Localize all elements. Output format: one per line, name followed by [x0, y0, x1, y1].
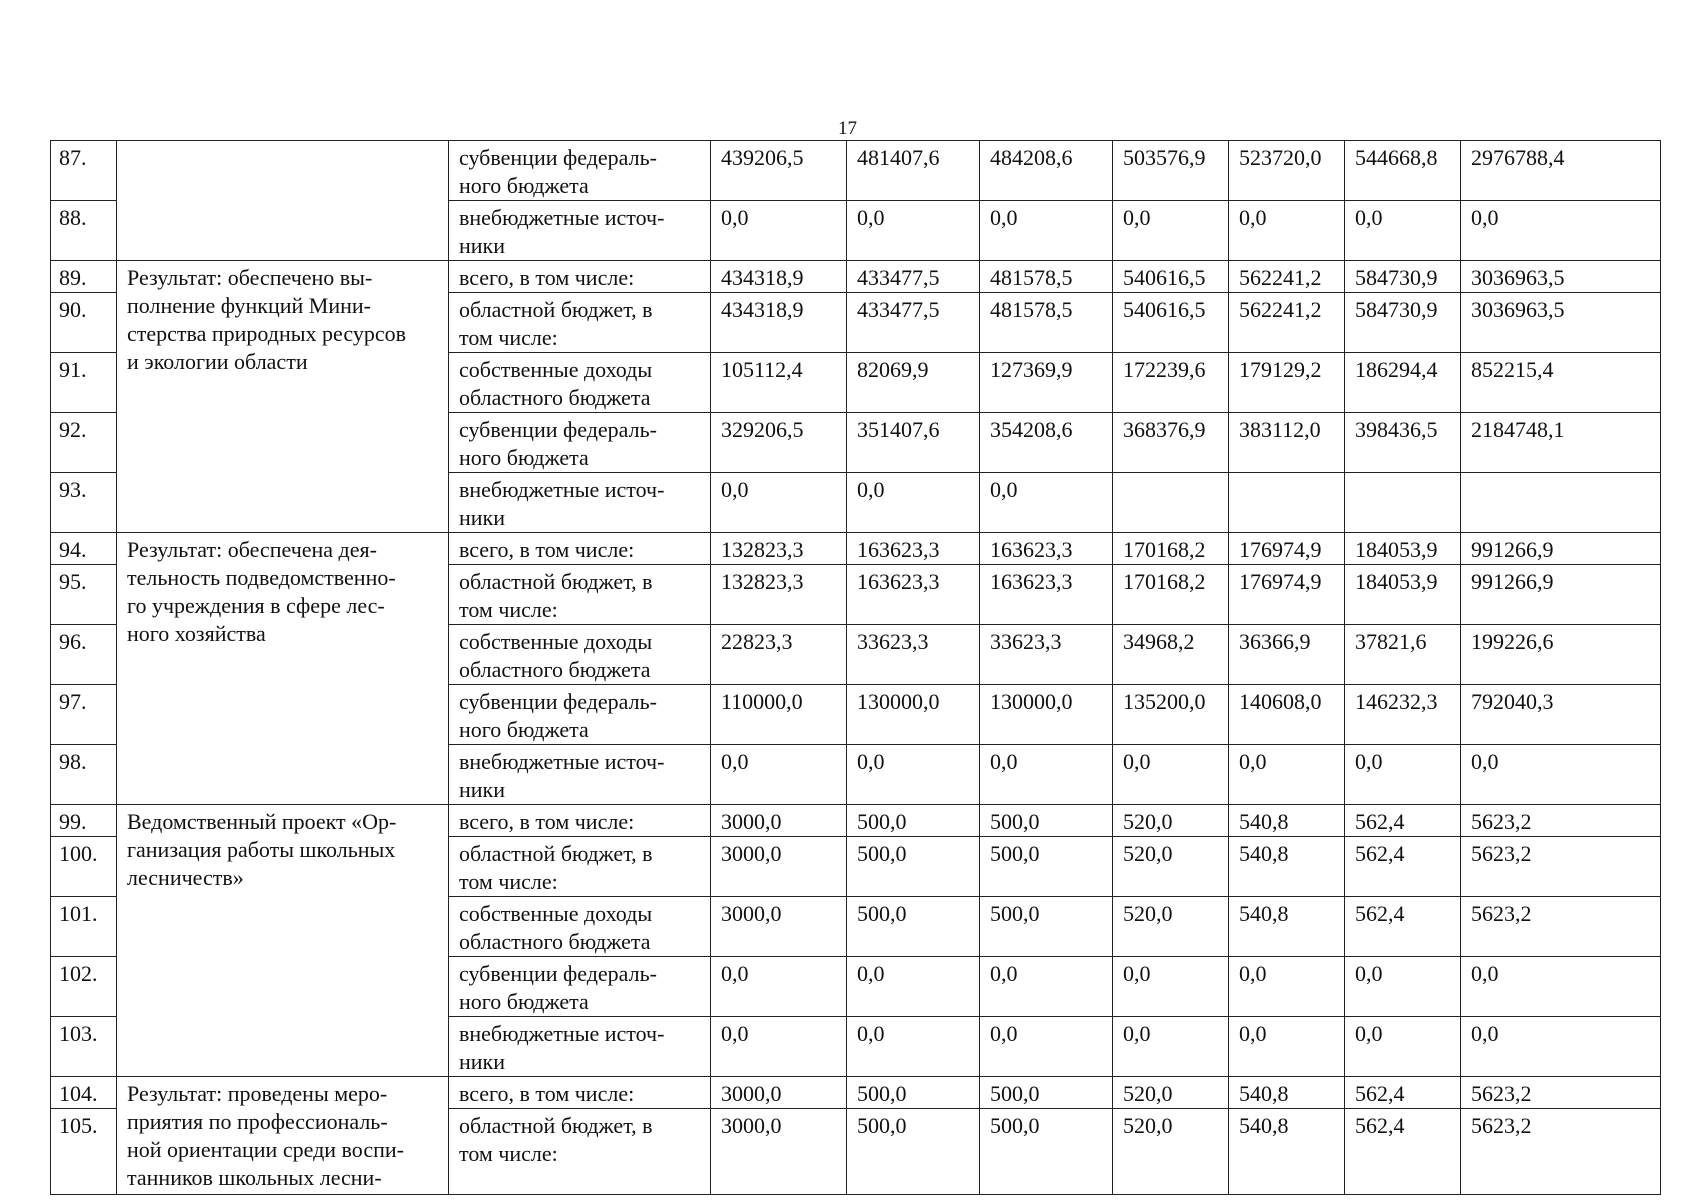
total-value: 792040,3: [1461, 685, 1661, 745]
year-value: 398436,5: [1345, 413, 1461, 473]
year-value: 540,8: [1229, 1077, 1345, 1109]
year-value: [1229, 473, 1345, 533]
year-value: 0,0: [711, 957, 847, 1017]
result-title: Результат: обеспечено вы- полнение функций Мини- стерства природных ресурсов и экологии области: [117, 261, 449, 533]
year-value: 3000,0: [711, 897, 847, 957]
funding-source: внебюджетные источ- ники: [449, 473, 711, 533]
year-value: 163623,3: [847, 533, 980, 565]
budget-table: [50, 140, 1661, 1195]
year-value: [1113, 473, 1229, 533]
year-value: 0,0: [847, 1017, 980, 1077]
year-value: 0,0: [711, 473, 847, 533]
funding-source: областной бюджет, в том числе:: [449, 1109, 711, 1195]
year-value: 481407,6: [847, 141, 980, 201]
year-value: 500,0: [847, 1109, 980, 1195]
year-value: 481578,5: [980, 261, 1113, 293]
year-value: 0,0: [711, 201, 847, 261]
year-value: 500,0: [980, 837, 1113, 897]
funding-source: субвенции федераль- ного бюджета: [449, 685, 711, 745]
total-value: 2976788,4: [1461, 141, 1661, 201]
funding-source: собственные доходы областного бюджета: [449, 625, 711, 685]
funding-source: внебюджетные источ- ники: [449, 745, 711, 805]
year-value: 184053,9: [1345, 565, 1461, 625]
total-value: 5623,2: [1461, 1077, 1661, 1109]
row-number: 104.: [51, 1077, 117, 1109]
funding-source: областной бюджет, в том числе:: [449, 837, 711, 897]
total-value: 5623,2: [1461, 1109, 1661, 1195]
year-value: 584730,9: [1345, 293, 1461, 353]
year-value: 520,0: [1113, 805, 1229, 837]
year-value: 3000,0: [711, 837, 847, 897]
funding-source: всего, в том числе:: [449, 805, 711, 837]
year-value: 584730,9: [1345, 261, 1461, 293]
row-number: 87.: [51, 141, 117, 201]
year-value: 0,0: [711, 1017, 847, 1077]
table-row: [51, 261, 1661, 293]
row-number: 89.: [51, 261, 117, 293]
year-value: 540616,5: [1113, 293, 1229, 353]
year-value: 520,0: [1113, 1109, 1229, 1195]
total-value: 0,0: [1461, 1017, 1661, 1077]
year-value: 433477,5: [847, 261, 980, 293]
total-value: [1461, 473, 1661, 533]
year-value: [1345, 473, 1461, 533]
year-value: 500,0: [847, 805, 980, 837]
year-value: 0,0: [980, 1017, 1113, 1077]
year-value: 0,0: [847, 745, 980, 805]
year-value: 105112,4: [711, 353, 847, 413]
year-value: 176974,9: [1229, 565, 1345, 625]
year-value: 0,0: [980, 957, 1113, 1017]
year-value: 0,0: [1229, 745, 1345, 805]
year-value: 500,0: [980, 897, 1113, 957]
table-row: [51, 1077, 1661, 1109]
year-value: 0,0: [1113, 957, 1229, 1017]
year-value: 503576,9: [1113, 141, 1229, 201]
year-value: 0,0: [980, 201, 1113, 261]
year-value: 329206,5: [711, 413, 847, 473]
year-value: 179129,2: [1229, 353, 1345, 413]
year-value: 484208,6: [980, 141, 1113, 201]
year-value: 0,0: [847, 473, 980, 533]
year-value: 368376,9: [1113, 413, 1229, 473]
year-value: 540,8: [1229, 897, 1345, 957]
year-value: 523720,0: [1229, 141, 1345, 201]
total-value: 991266,9: [1461, 533, 1661, 565]
year-value: 562,4: [1345, 805, 1461, 837]
total-value: 0,0: [1461, 201, 1661, 261]
year-value: 562,4: [1345, 897, 1461, 957]
year-value: 127369,9: [980, 353, 1113, 413]
year-value: 163623,3: [847, 565, 980, 625]
year-value: 140608,0: [1229, 685, 1345, 745]
year-value: 170168,2: [1113, 565, 1229, 625]
total-value: 199226,6: [1461, 625, 1661, 685]
total-value: 3036963,5: [1461, 261, 1661, 293]
funding-source: субвенции федераль- ного бюджета: [449, 413, 711, 473]
year-value: 562241,2: [1229, 261, 1345, 293]
year-value: 135200,0: [1113, 685, 1229, 745]
year-value: 383112,0: [1229, 413, 1345, 473]
year-value: 146232,3: [1345, 685, 1461, 745]
funding-source: внебюджетные источ- ники: [449, 201, 711, 261]
row-number: 98.: [51, 745, 117, 805]
year-value: 0,0: [711, 745, 847, 805]
funding-source: областной бюджет, в том числе:: [449, 565, 711, 625]
year-value: 0,0: [1345, 957, 1461, 1017]
row-number: 90.: [51, 293, 117, 353]
funding-source: внебюджетные источ- ники: [449, 1017, 711, 1077]
year-value: 0,0: [1229, 1017, 1345, 1077]
year-value: 130000,0: [980, 685, 1113, 745]
result-title: Результат: обеспечена дея- тельность подведомственно- го учреждения в сфере лес- ного хозяйства: [117, 533, 449, 805]
year-value: 433477,5: [847, 293, 980, 353]
year-value: 0,0: [1345, 745, 1461, 805]
year-value: 562,4: [1345, 1109, 1461, 1195]
funding-source: всего, в том числе:: [449, 1077, 711, 1109]
year-value: 439206,5: [711, 141, 847, 201]
total-value: 5623,2: [1461, 805, 1661, 837]
funding-source: всего, в том числе:: [449, 261, 711, 293]
year-value: 520,0: [1113, 897, 1229, 957]
year-value: 351407,6: [847, 413, 980, 473]
total-value: 2184748,1: [1461, 413, 1661, 473]
year-value: 0,0: [1113, 1017, 1229, 1077]
year-value: 184053,9: [1345, 533, 1461, 565]
row-number: 105.: [51, 1109, 117, 1195]
row-number: 95.: [51, 565, 117, 625]
year-value: 170168,2: [1113, 533, 1229, 565]
result-title: [117, 141, 449, 261]
year-value: 37821,6: [1345, 625, 1461, 685]
year-value: 0,0: [980, 745, 1113, 805]
year-value: 434318,9: [711, 261, 847, 293]
row-number: 100.: [51, 837, 117, 897]
total-value: 991266,9: [1461, 565, 1661, 625]
year-value: 562,4: [1345, 837, 1461, 897]
year-value: 176974,9: [1229, 533, 1345, 565]
total-value: 5623,2: [1461, 897, 1661, 957]
total-value: 0,0: [1461, 745, 1661, 805]
row-number: 93.: [51, 473, 117, 533]
year-value: 520,0: [1113, 837, 1229, 897]
row-number: 101.: [51, 897, 117, 957]
year-value: 33623,3: [980, 625, 1113, 685]
year-value: 0,0: [1345, 201, 1461, 261]
table-body: [51, 141, 1661, 1195]
total-value: 0,0: [1461, 957, 1661, 1017]
funding-source: собственные доходы областного бюджета: [449, 353, 711, 413]
year-value: 544668,8: [1345, 141, 1461, 201]
year-value: 0,0: [847, 201, 980, 261]
year-value: 500,0: [847, 1077, 980, 1109]
year-value: 481578,5: [980, 293, 1113, 353]
year-value: 354208,6: [980, 413, 1113, 473]
year-value: 3000,0: [711, 1109, 847, 1195]
year-value: 0,0: [1113, 201, 1229, 261]
row-number: 102.: [51, 957, 117, 1017]
year-value: 130000,0: [847, 685, 980, 745]
year-value: 500,0: [980, 805, 1113, 837]
funding-source: собственные доходы областного бюджета: [449, 897, 711, 957]
row-number: 99.: [51, 805, 117, 837]
year-value: 0,0: [1229, 201, 1345, 261]
row-number: 91.: [51, 353, 117, 413]
year-value: 540,8: [1229, 1109, 1345, 1195]
table-row: [51, 141, 1661, 201]
year-value: 540,8: [1229, 805, 1345, 837]
funding-source: субвенции федераль- ного бюджета: [449, 957, 711, 1017]
year-value: 82069,9: [847, 353, 980, 413]
total-value: 5623,2: [1461, 837, 1661, 897]
table-row: [51, 533, 1661, 565]
row-number: 94.: [51, 533, 117, 565]
row-number: 96.: [51, 625, 117, 685]
total-value: 852215,4: [1461, 353, 1661, 413]
year-value: 33623,3: [847, 625, 980, 685]
row-number: 88.: [51, 201, 117, 261]
year-value: 172239,6: [1113, 353, 1229, 413]
year-value: 0,0: [1345, 1017, 1461, 1077]
year-value: 0,0: [980, 473, 1113, 533]
year-value: 540616,5: [1113, 261, 1229, 293]
funding-source: субвенции федераль- ного бюджета: [449, 141, 711, 201]
table-row: [51, 805, 1661, 837]
year-value: 562,4: [1345, 1077, 1461, 1109]
year-value: 34968,2: [1113, 625, 1229, 685]
year-value: 434318,9: [711, 293, 847, 353]
year-value: 110000,0: [711, 685, 847, 745]
row-number: 92.: [51, 413, 117, 473]
result-title: Результат: проведены меро- приятия по профессиональ- ной ориентации среди воспи- танников школьных лесни-: [117, 1077, 449, 1195]
year-value: 500,0: [847, 897, 980, 957]
year-value: 3000,0: [711, 805, 847, 837]
year-value: 0,0: [1229, 957, 1345, 1017]
year-value: 132823,3: [711, 533, 847, 565]
year-value: 132823,3: [711, 565, 847, 625]
year-value: 163623,3: [980, 533, 1113, 565]
year-value: 0,0: [1113, 745, 1229, 805]
year-value: 22823,3: [711, 625, 847, 685]
row-number: 97.: [51, 685, 117, 745]
year-value: 186294,4: [1345, 353, 1461, 413]
funding-source: областной бюджет, в том числе:: [449, 293, 711, 353]
row-number: 103.: [51, 1017, 117, 1077]
result-title: Ведомственный проект «Ор- ганизация работы школьных лесничеств»: [117, 805, 449, 1077]
page-number: 17: [838, 118, 857, 139]
year-value: 500,0: [980, 1077, 1113, 1109]
year-value: 562241,2: [1229, 293, 1345, 353]
year-value: 163623,3: [980, 565, 1113, 625]
year-value: 36366,9: [1229, 625, 1345, 685]
year-value: 500,0: [847, 837, 980, 897]
year-value: 500,0: [980, 1109, 1113, 1195]
funding-source: всего, в том числе:: [449, 533, 711, 565]
total-value: 3036963,5: [1461, 293, 1661, 353]
year-value: 0,0: [847, 957, 980, 1017]
year-value: 540,8: [1229, 837, 1345, 897]
year-value: 3000,0: [711, 1077, 847, 1109]
year-value: 520,0: [1113, 1077, 1229, 1109]
